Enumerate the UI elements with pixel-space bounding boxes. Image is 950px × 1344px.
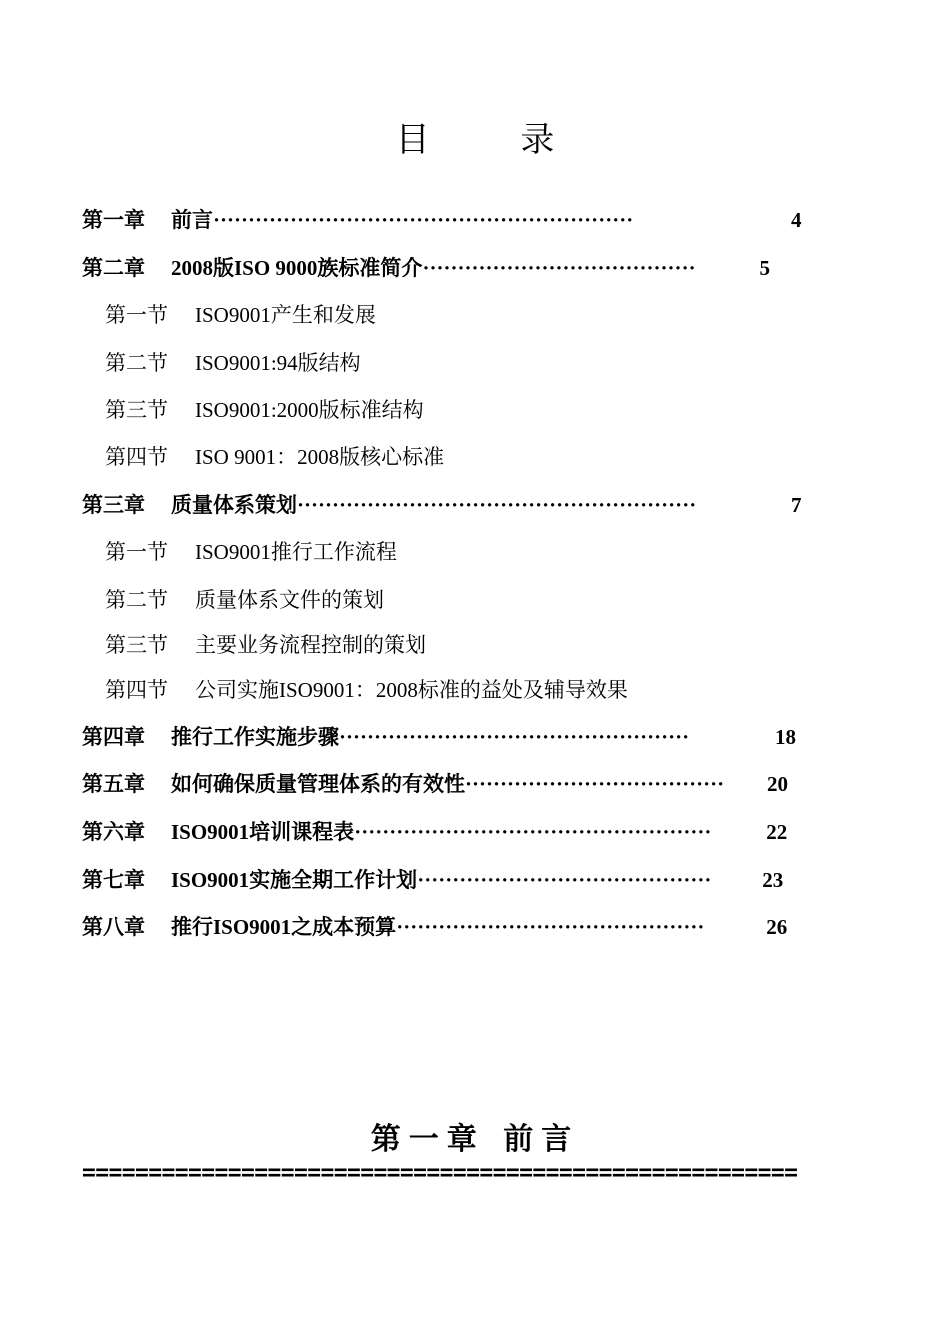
toc-entry-title: ISO9001:94版结构 [195,351,361,375]
toc-entry-chapter-6[interactable] [82,818,787,846]
toc-entry-title: 质量体系文件的策划 [195,588,384,612]
toc-page-number: 18 [775,725,796,749]
toc-dot-leader: ·········································· [417,868,712,892]
toc-entry-title: ISO9001产生和发展 [195,303,376,327]
toc-entry-title: ISO 9001：2008版核心标准 [195,445,445,469]
toc-page-number: 26 [766,915,788,939]
toc-page-number: 4 [791,208,802,232]
toc-entry-number: 第四章 [82,725,145,749]
toc-entry-section-3-3[interactable] [105,631,426,659]
toc-entry-chapter-5[interactable] [82,770,788,798]
toc-entry-number: 第二节 [105,351,168,375]
toc-entry-number: 第一节 [105,303,168,327]
toc-entry-title: 主要业务流程控制的策划 [195,633,426,657]
toc-entry-title: 前言 [171,208,213,232]
toc-entry-section-3-1[interactable] [105,538,397,566]
toc-entry-number: 第七章 [82,868,145,892]
toc-entry-number: 第一节 [105,540,168,564]
toc-page-number: 22 [766,820,788,844]
toc-entry-section-2-3[interactable] [105,396,424,424]
toc-entry-title: 质量体系策划 [171,493,297,517]
toc-entry-title: 如何确保质量管理体系的有效性 [171,772,465,796]
toc-dot-leader: ····································· [465,772,725,796]
toc-dot-leader: ···························································· [213,208,634,232]
toc-entry-number: 第五章 [82,772,145,796]
toc-entry-number: 第三节 [105,633,168,657]
toc-entry-number: 第三章 [82,493,145,517]
toc-page-number: 20 [767,772,788,796]
toc-entry-title: ISO9001实施全期工作计划 [171,868,418,892]
toc-entry-section-3-2[interactable] [105,586,384,614]
toc-entry-chapter-8[interactable] [82,913,787,941]
toc-dot-leader: ··················································· [354,820,712,844]
chapter-heading: 第一章 前言 [370,1122,580,1157]
toc-entry-chapter-2[interactable] [82,254,770,282]
toc-entry-number: 第一章 [82,208,145,232]
separator-rule: ====================================================== [82,1160,798,1186]
toc-dot-leader: ·················································· [339,725,690,749]
toc-entry-section-2-1[interactable] [105,301,376,329]
toc-entry-number: 第四节 [105,445,168,469]
toc-entry-chapter-1[interactable] [82,206,802,234]
toc-entry-section-2-4[interactable] [105,443,444,471]
toc-dot-leader: ························································· [297,493,697,517]
toc-entry-section-3-4[interactable] [105,676,628,704]
toc-entry-number: 第二章 [82,256,145,280]
toc-entry-title: 公司实施ISO9001：2008标准的益处及辅导效果 [195,678,628,702]
toc-entry-chapter-4[interactable] [82,723,796,751]
toc-entry-title: ISO9001推行工作流程 [195,540,397,564]
toc-entry-title: 推行ISO9001之成本预算 [171,915,397,939]
toc-entry-number: 第六章 [82,820,145,844]
toc-entry-number: 第四节 [105,678,168,702]
toc-entry-number: 第三节 [105,398,168,422]
toc-title: 目 录 [395,120,595,160]
toc-entry-chapter-3[interactable] [82,491,802,519]
toc-dot-leader: ······································· [422,256,696,280]
toc-page-number: 7 [791,493,802,517]
toc-page-number: 5 [759,256,770,280]
toc-entry-title: 推行工作实施步骤 [171,725,339,749]
toc-entry-chapter-7[interactable] [82,866,783,894]
toc-entry-number: 第八章 [82,915,145,939]
toc-page-number: 23 [762,868,784,892]
toc-entry-title: 2008版ISO 9000族标准简介 [171,256,423,280]
toc-entry-number: 第二节 [105,588,168,612]
toc-entry-title: ISO9001培训课程表 [171,820,355,844]
toc-entry-section-2-2[interactable] [105,349,361,377]
toc-entry-title: ISO9001:2000版标准结构 [195,398,424,422]
toc-dot-leader: ············································ [396,915,705,939]
